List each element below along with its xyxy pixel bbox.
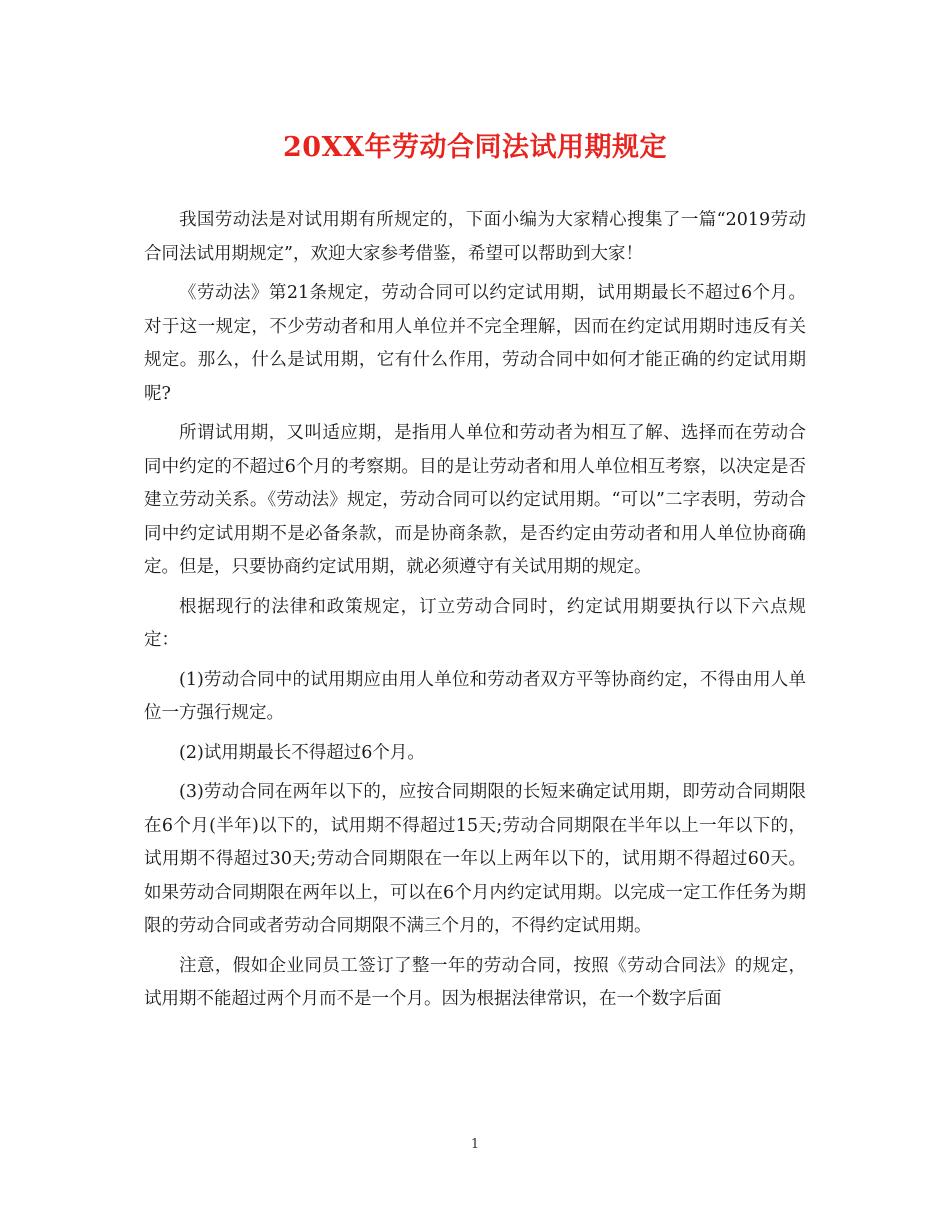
paragraph-six-rules: 根据现行的法律和政策规定，订立劳动合同时，约定试用期要执行以下六点规定：: [144, 596, 806, 650]
paragraph-intro: 我国劳动法是对试用期有所规定的，下面小编为大家精心搜集了一篇“2019劳动合同法试用期规定”，欢迎大家参考借鉴，希望可以帮助到大家！: [144, 210, 806, 264]
paragraph-definition: 所谓试用期，又叫适应期，是指用人单位和劳动者为相互了解、选择而在劳动合同中约定的不超过6个月的考察期。目的是让劳动者和用人单位相互考察，以决定是否建立劳动关系。《劳动法》规定，劳动合同可以约定试用期。“可以”二字表明，劳动合同中约定试用期不是必备条款，而是协商条款，是否约定由劳动者和用人单位协商确定。但是，只要协商约定试用期，就必须遵守有关试用期的规定。: [144, 423, 806, 577]
paragraph-article-21: 《劳动法》第21条规定，劳动合同可以约定试用期，试用期最长不超过6个月。对于这一规定，不少劳动者和用人单位并不完全理解，因而在约定试用期时违反有关规定。那么，什么是试用期，它有什么作用，劳动合同中如何才能正确的约定试用期呢?: [144, 283, 806, 404]
paragraph-note: 注意，假如企业同员工签订了整一年的劳动合同，按照《劳动合同法》的规定，试用期不能超过两个月而不是一个月。因为根据法律常识，在一个数字后面: [144, 955, 806, 1009]
page-number: 1: [470, 1137, 480, 1152]
paragraph-rule-3: (3)劳动合同在两年以下的，应按合同期限的长短来确定试用期，即劳动合同期限在6个月(半年)以下的，试用期不得超过15天;劳动合同期限在半年以上一年以下的，试用期不得超过30天;劳动合同期限在一年以上两年以下的，试用期不得超过60天。如果劳动合同期限在两年以上，可以在6个月内约定试用期。以完成一定工作任务为期限的劳动合同或者劳动合同期限不满三个月的，不得约定试用期。: [144, 782, 806, 936]
paragraph-rule-1: (1)劳动合同中的试用期应由用人单位和劳动者双方平等协商约定，不得由用人单位一方强行规定。: [144, 669, 806, 723]
document-title: 20XX年劳动合同法试用期规定: [283, 132, 667, 163]
document-body: [144, 204, 806, 1023]
paragraph-rule-2: (2)试用期最长不得超过6个月。: [179, 742, 425, 763]
